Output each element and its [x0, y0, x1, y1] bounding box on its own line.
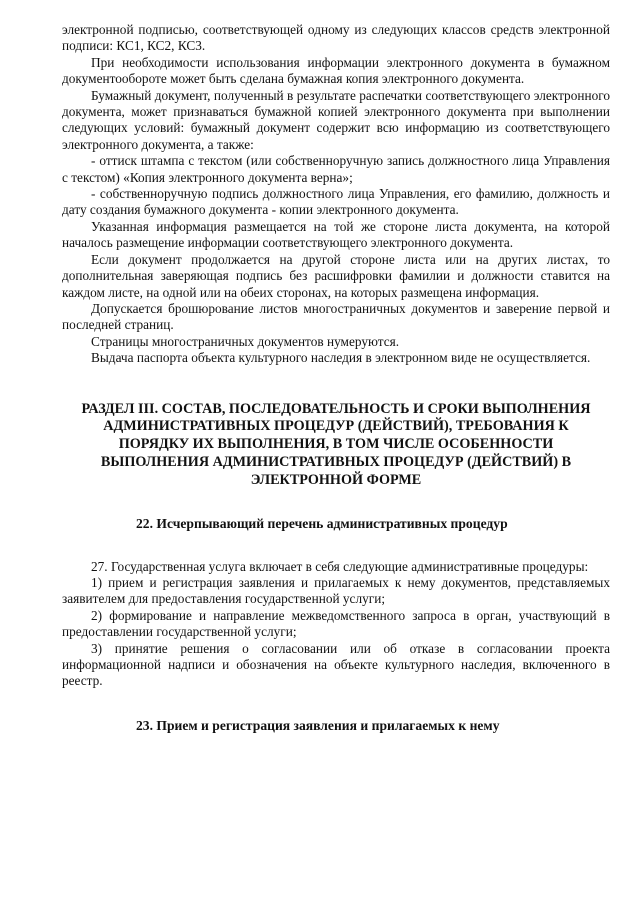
list-item-2: 2) формирование и направление межведомственного запроса в орган, участвующий в предоставлении государственной услуги;: [62, 607, 610, 640]
paragraph-passport-issue: Выдача паспорта объекта культурного наследия в электронном виде не осуществляется.: [91, 350, 591, 366]
list-item-3: 3) принятие решения о согласовании или об отказе в согласовании проекта информационной надписи и обозначения на объекте культурного наследия, включенного в реестр.: [62, 640, 610, 689]
paragraph-paper-copy: При необходимости использования информации электронного документа в бумажном документообороте может быть сделана бумажная копия электронного документа.: [62, 54, 610, 87]
subheading-22: 22. Исчерпывающий перечень административных процедур: [136, 515, 508, 531]
list-item-1: 1) прием и регистрация заявления и прилагаемых к нему документов, представляемых заявителем для предоставления государственной услуги;: [62, 574, 610, 607]
paragraph-info-placement: Указанная информация размещается на той же стороне листа документа, на которой началось размещение информации соответствующего электронного документа.: [62, 218, 610, 251]
paragraph-handwritten-signature: - собственноручную подпись должностного лица Управления, его фамилию, должность и дату создания бумажного документа - копии электронного документа.: [62, 186, 610, 218]
paragraph-binding: Допускается брошюрование листов многостраничных документов и заверение первой и последней страниц.: [62, 300, 610, 333]
paragraph-27: 27. Государственная услуга включает в себя следующие административные процедуры:: [91, 558, 589, 574]
section-heading: РАЗДЕЛ III. СОСТАВ, ПОСЛЕДОВАТЕЛЬНОСТЬ И СРОКИ ВЫПОЛНЕНИЯ АДМИНИСТРАТИВНЫХ ПРОЦЕДУР (ДЕЙСТВИЙ), ТРЕБОВАНИЯ К ПОРЯДКУ ИХ ВЫПОЛНЕНИЯ, В ТОМ ЧИСЛЕ ОСОБЕННОСТИ ВЫПОЛНЕНИЯ АДМИНИСТРАТИВНЫХ ПРОЦЕДУР (ДЕЙСТВИЙ) В ЭЛЕКТРОННОЙ ФОРМЕ: [81, 400, 591, 488]
paragraph-paper-document-conditions: Бумажный документ, полученный в результате распечатки соответствующего электронного документа, может признаваться бумажной копией электронного документа при выполнении следующих условий: бумажный документ содержит всю информацию из соответствующего электронного документа, а также:: [62, 87, 610, 152]
subheading-23: 23. Прием и регистрация заявления и прилагаемых к нему: [136, 717, 500, 733]
paragraph-stamp-imprint: - оттиск штампа с текстом (или собственноручную запись должностного лица Управления с текстом) «Копия электронного документа верна»;: [62, 153, 610, 185]
paragraph-signature-classes: электронной подписью, соответствующей одному из следующих классов средств электронной подписи: КС1, КС2, КС3.: [62, 22, 610, 54]
paragraph-continuation-sheets: Если документ продолжается на другой стороне листа или на других листах, то дополнительная заверяющая подпись без расшифровки фамилии и должности ставится на каждом листе, на одной или на обеих сторонах, на которых размещена информация.: [62, 251, 610, 300]
paragraph-page-numbering: Страницы многостраничных документов нумеруются.: [91, 333, 400, 349]
